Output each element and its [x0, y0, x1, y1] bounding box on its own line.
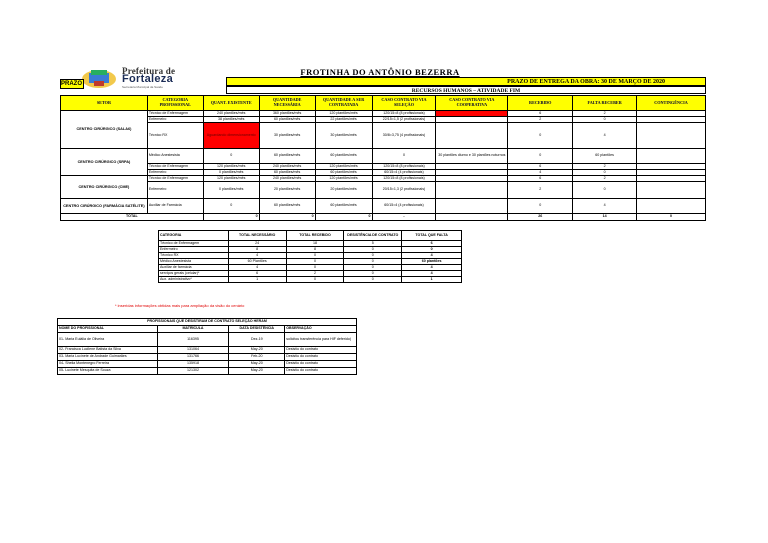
category-cell: Técnico de Enfermagem [147, 176, 203, 182]
setor-cell: CENTRO CIRÚRGICO (FARMÁCIA SATÉLITE) [61, 199, 148, 214]
value-cell: 8 [228, 247, 286, 253]
category-cell: Aux. administrativo* [159, 277, 229, 283]
value-cell: 60/15=4 (4 profissionais) [372, 199, 436, 214]
value-cell: 131064 [157, 347, 229, 354]
value-cell: 120/15=8 (8 profissionais) [372, 176, 436, 182]
category-cell: Técnico RX [147, 123, 203, 149]
value-cell: 240 plantões/mês [259, 164, 315, 170]
value-cell: 240 plantões/mês [203, 111, 259, 117]
prazo-cell: PRAZO [61, 81, 82, 87]
value-cell: 24 [228, 241, 286, 247]
value-cell: 22/15=1,5 (2 profissionais) [372, 117, 436, 123]
value-cell: 0 [344, 253, 402, 259]
table-row [61, 149, 706, 164]
value-cell: 20/15=1,3 (2 profissionais) [372, 182, 436, 199]
value-cell [637, 182, 706, 199]
header-cell: DESISTÊNCIA DE CONTRATO [344, 231, 402, 241]
value-cell: 0 [286, 259, 344, 265]
total-value: 0 [203, 214, 259, 221]
header-cell: CASO CONTRATO VIA SELEÇÃO [372, 96, 436, 111]
category-cell: Auxiliar de farmácia [159, 265, 229, 271]
header-cell: FALTA RECEBER [573, 96, 637, 111]
header-cell: TOTAL NECESSÁRIO [228, 231, 286, 241]
value-cell: 4 [228, 253, 286, 259]
total-value: - [372, 214, 436, 221]
value-cell [637, 123, 706, 149]
table-row [58, 347, 357, 354]
table-row [58, 354, 357, 361]
logo-line2: Fortaleza [122, 73, 173, 85]
value-cell: 0 [286, 253, 344, 259]
category-cell: Técnico RX [159, 253, 229, 259]
category-cell: Enfermeiro [147, 170, 203, 176]
setor-cell: CENTRO CIRÚRGICO (SRPA) [61, 149, 148, 176]
value-cell: 30 plantões/mês [315, 123, 372, 149]
section-subtitle: RECURSOS HUMANOS – ATIVIDADE FIM [226, 86, 706, 94]
value-cell: 6 [508, 176, 573, 182]
category-cell: Técnico de Enfermagem [147, 164, 203, 170]
value-cell: Aguardando dimensionamento [203, 123, 259, 149]
total-value: 0 [315, 214, 372, 221]
value-cell: 60 plantões/mês [259, 117, 315, 123]
table-row [58, 368, 357, 375]
value-cell: May-20 [229, 361, 285, 368]
category-cell: Técnico de Enfermagem [147, 111, 203, 117]
value-cell: 120 plantões/mês [203, 176, 259, 182]
value-cell: 22 plantões/mês [315, 117, 372, 123]
value-cell: 120/15=8 (8 profissionais) [372, 111, 436, 117]
value-cell: 5 [344, 241, 402, 247]
value-cell: 240 plantões/mês [259, 176, 315, 182]
value-cell: 116395 [157, 333, 229, 347]
value-cell: 2 [508, 117, 573, 123]
value-cell: 0 plantões/mês [203, 182, 259, 199]
value-cell: 120/15=8 (8 profissionais) [372, 164, 436, 170]
value-cell: 6 [508, 164, 573, 170]
value-cell [436, 123, 508, 149]
value-cell: May-20 [229, 347, 285, 354]
category-cell: Enfermeiro [147, 117, 203, 123]
value-cell: 0 [344, 277, 402, 283]
value-cell: 2 [286, 271, 344, 277]
header-cell: QUANT. EXISTENTE [203, 96, 259, 111]
header-cell: CASO CONTRATO VIA COOPERATIVA [436, 96, 508, 111]
header-cell: SETOR [61, 96, 148, 111]
caption-cell: PROFISSIONAIS QUE DESISTIRAM DE CONTRATO SELEÇÃO HERAM [58, 319, 357, 326]
header-cell: QUANTIDADE A SER CONTRATADA [315, 96, 372, 111]
category-cell: Enfermeiro [147, 182, 203, 199]
value-cell: 0 [344, 259, 402, 265]
value-cell: 135918 [157, 361, 229, 368]
logo-line1: Prefeitura de [122, 66, 176, 76]
category-cell: Auxiliar de Farmácia [147, 199, 203, 214]
value-cell: 0 [286, 277, 344, 283]
value-cell [436, 182, 508, 199]
value-cell: 1 [402, 277, 462, 283]
city-emblem-icon [80, 67, 118, 89]
value-cell: 8 [286, 247, 344, 253]
value-cell: 0 [402, 247, 462, 253]
value-cell: 60 plantões/mês [259, 199, 315, 214]
value-cell: 131766 [157, 354, 229, 361]
total-label: TOTAL [61, 214, 204, 221]
header-cell: NOME DO PROFISSIONAL [58, 326, 158, 333]
value-cell: 0 [286, 265, 344, 271]
footnote: * inseridas informações obtidas mais para ampliação da visão do cenário [115, 303, 245, 308]
value-cell: solicitou transferência para HIF deferido) [285, 333, 357, 347]
value-cell: 0 [344, 271, 402, 277]
setor-cell: CENTRO CIRÚRGICO (CME) [61, 176, 148, 199]
value-cell: 38 plantões/mês [203, 117, 259, 123]
name-cell: 05- Lucinete Mesquita de Souza [58, 368, 158, 375]
name-cell: 01- Maria Eulália de Oliveira [58, 333, 158, 347]
value-cell: 4 [228, 265, 286, 271]
total-value [436, 214, 508, 221]
prefeitura-logo [80, 66, 212, 90]
value-cell: 4 [402, 253, 462, 259]
total-value: 0 [637, 214, 706, 221]
value-cell: 0 plantões/mês [203, 170, 259, 176]
table-row [61, 182, 706, 199]
header-cell: MATRÍCULA [157, 326, 229, 333]
value-cell: 60 plantões [402, 259, 462, 265]
header-cell: TOTAL QUE FALTA [402, 231, 462, 241]
value-cell: 30 plantões diurno e 30 plantões noturnos [436, 149, 508, 164]
category-cell: Enfermeiro [159, 247, 229, 253]
resignations-caption [58, 319, 357, 326]
name-cell: 03- Maria Lucinete de Andrade Guimarães [58, 354, 158, 361]
value-cell: Desistiu do contrato [285, 368, 357, 375]
header-cell: DATA DESISTÊNCIA [229, 326, 285, 333]
category-cell: Médico Anestesista [159, 259, 229, 265]
value-cell: 0 [372, 149, 436, 164]
category-cell: Técnico de Enfermagem [159, 241, 229, 247]
summary-header [159, 231, 462, 241]
value-cell: 2 [508, 182, 573, 199]
value-cell: 0 [508, 123, 573, 149]
summary-table [158, 230, 462, 283]
name-cell: 02- Francisca Lucilene Batista da Silva [58, 347, 158, 354]
value-cell: 120 plantões/mês [315, 176, 372, 182]
value-cell: 0 [203, 199, 259, 214]
value-cell: Dez-19 [229, 333, 285, 347]
value-cell: 30/8=3,75 (4 profissionais) [372, 123, 436, 149]
header-cell: OBSERVAÇÃO [285, 326, 357, 333]
main-table-header [61, 96, 706, 111]
header-cell: TOTAL RECEBIDO [286, 231, 344, 241]
value-cell: 60 plantões/mês [259, 149, 315, 164]
table-row [58, 361, 357, 368]
value-cell: 0 [573, 117, 637, 123]
value-cell: 0 [573, 170, 637, 176]
value-cell: 60 plantões [573, 149, 637, 164]
value-cell: 2 [573, 176, 637, 182]
value-cell: May-20 [229, 368, 285, 375]
value-cell: 20 plantões/mês [315, 182, 372, 199]
value-cell [637, 149, 706, 164]
header-cell: CONTINGÊNCIA [637, 96, 706, 111]
value-cell: 4 [508, 170, 573, 176]
document-title: FROTINHA DO ANTÔNIO BEZERRA [300, 67, 460, 77]
value-cell [436, 199, 508, 214]
value-cell: 60 plantões/mês [315, 149, 372, 164]
value-cell [637, 199, 706, 214]
value-cell: 0 [508, 149, 573, 164]
value-cell: 121302 [157, 368, 229, 375]
value-cell: 0 [573, 182, 637, 199]
value-cell: 0 [344, 265, 402, 271]
table-row [159, 277, 462, 283]
value-cell: 4 [573, 199, 637, 214]
resignations-header [58, 326, 357, 333]
category-cell: Médico Anestesista [147, 149, 203, 164]
value-cell: Desistiu do contrato [285, 347, 357, 354]
value-cell: 6 [508, 111, 573, 117]
value-cell: 120 plantões/mês [315, 164, 372, 170]
value-cell: 6 [402, 241, 462, 247]
resignations-table [57, 318, 357, 375]
value-cell: 60 plantões/mês [315, 199, 372, 214]
total-value: 14 [573, 214, 637, 221]
value-cell: Desistiu do contrato [285, 354, 357, 361]
value-cell: 0 [508, 199, 573, 214]
value-cell: 30 plantões/mês [259, 123, 315, 149]
total-value: 26 [508, 214, 573, 221]
value-cell: 4 [402, 271, 462, 277]
value-cell: 2 [573, 111, 637, 117]
value-cell: 20 plantões/mês [259, 182, 315, 199]
value-cell: 360 plantões/mês [259, 111, 315, 117]
header-cell: CATEGORIA PROFISSIONAL [147, 96, 203, 111]
header-cell: QUANTIDADE NECESSÁRIA [259, 96, 315, 111]
value-cell: 60/15=4 (4 profissionais) [372, 170, 436, 176]
value-cell: 120 plantões/mês [203, 164, 259, 170]
total-row [61, 214, 706, 221]
setor-cell: CENTRO CIRÚRGICO (SALA6) [61, 111, 148, 149]
value-cell: 4 [402, 265, 462, 271]
value-cell: 60 plantões/mês [259, 170, 315, 176]
value-cell: Desistiu do contrato [285, 361, 357, 368]
value-cell: 1 [228, 277, 286, 283]
table-row [61, 199, 706, 214]
value-cell: 60 Plantões [228, 259, 286, 265]
header-cell: RECEBIDO [508, 96, 573, 111]
table-row [58, 333, 357, 347]
value-cell: 4 [573, 123, 637, 149]
value-cell: 2 [573, 164, 637, 170]
value-cell: 0 [203, 149, 259, 164]
main-table [60, 95, 706, 221]
header-cell: CATEGORIA [159, 231, 229, 241]
value-cell: 120 plantões/mês [315, 111, 372, 117]
name-cell: 04- Sheila Montenegro Ferreira [58, 361, 158, 368]
total-value: 0 [259, 214, 315, 221]
value-cell: Feb-20 [229, 354, 285, 361]
value-cell: 0 [344, 247, 402, 253]
logo-subtitle: Secretaria Municipal da Saúde [122, 85, 163, 89]
value-cell: 6 [228, 271, 286, 277]
value-cell: 60 plantões/mês [315, 170, 372, 176]
category-cell: serviços gerais (celular)* [159, 271, 229, 277]
table-row [61, 123, 706, 149]
value-cell: 18 [286, 241, 344, 247]
deadline-banner: PRAZO DE ENTREGA DA OBRA: 30 DE MARÇO DE 2020 [226, 77, 706, 86]
